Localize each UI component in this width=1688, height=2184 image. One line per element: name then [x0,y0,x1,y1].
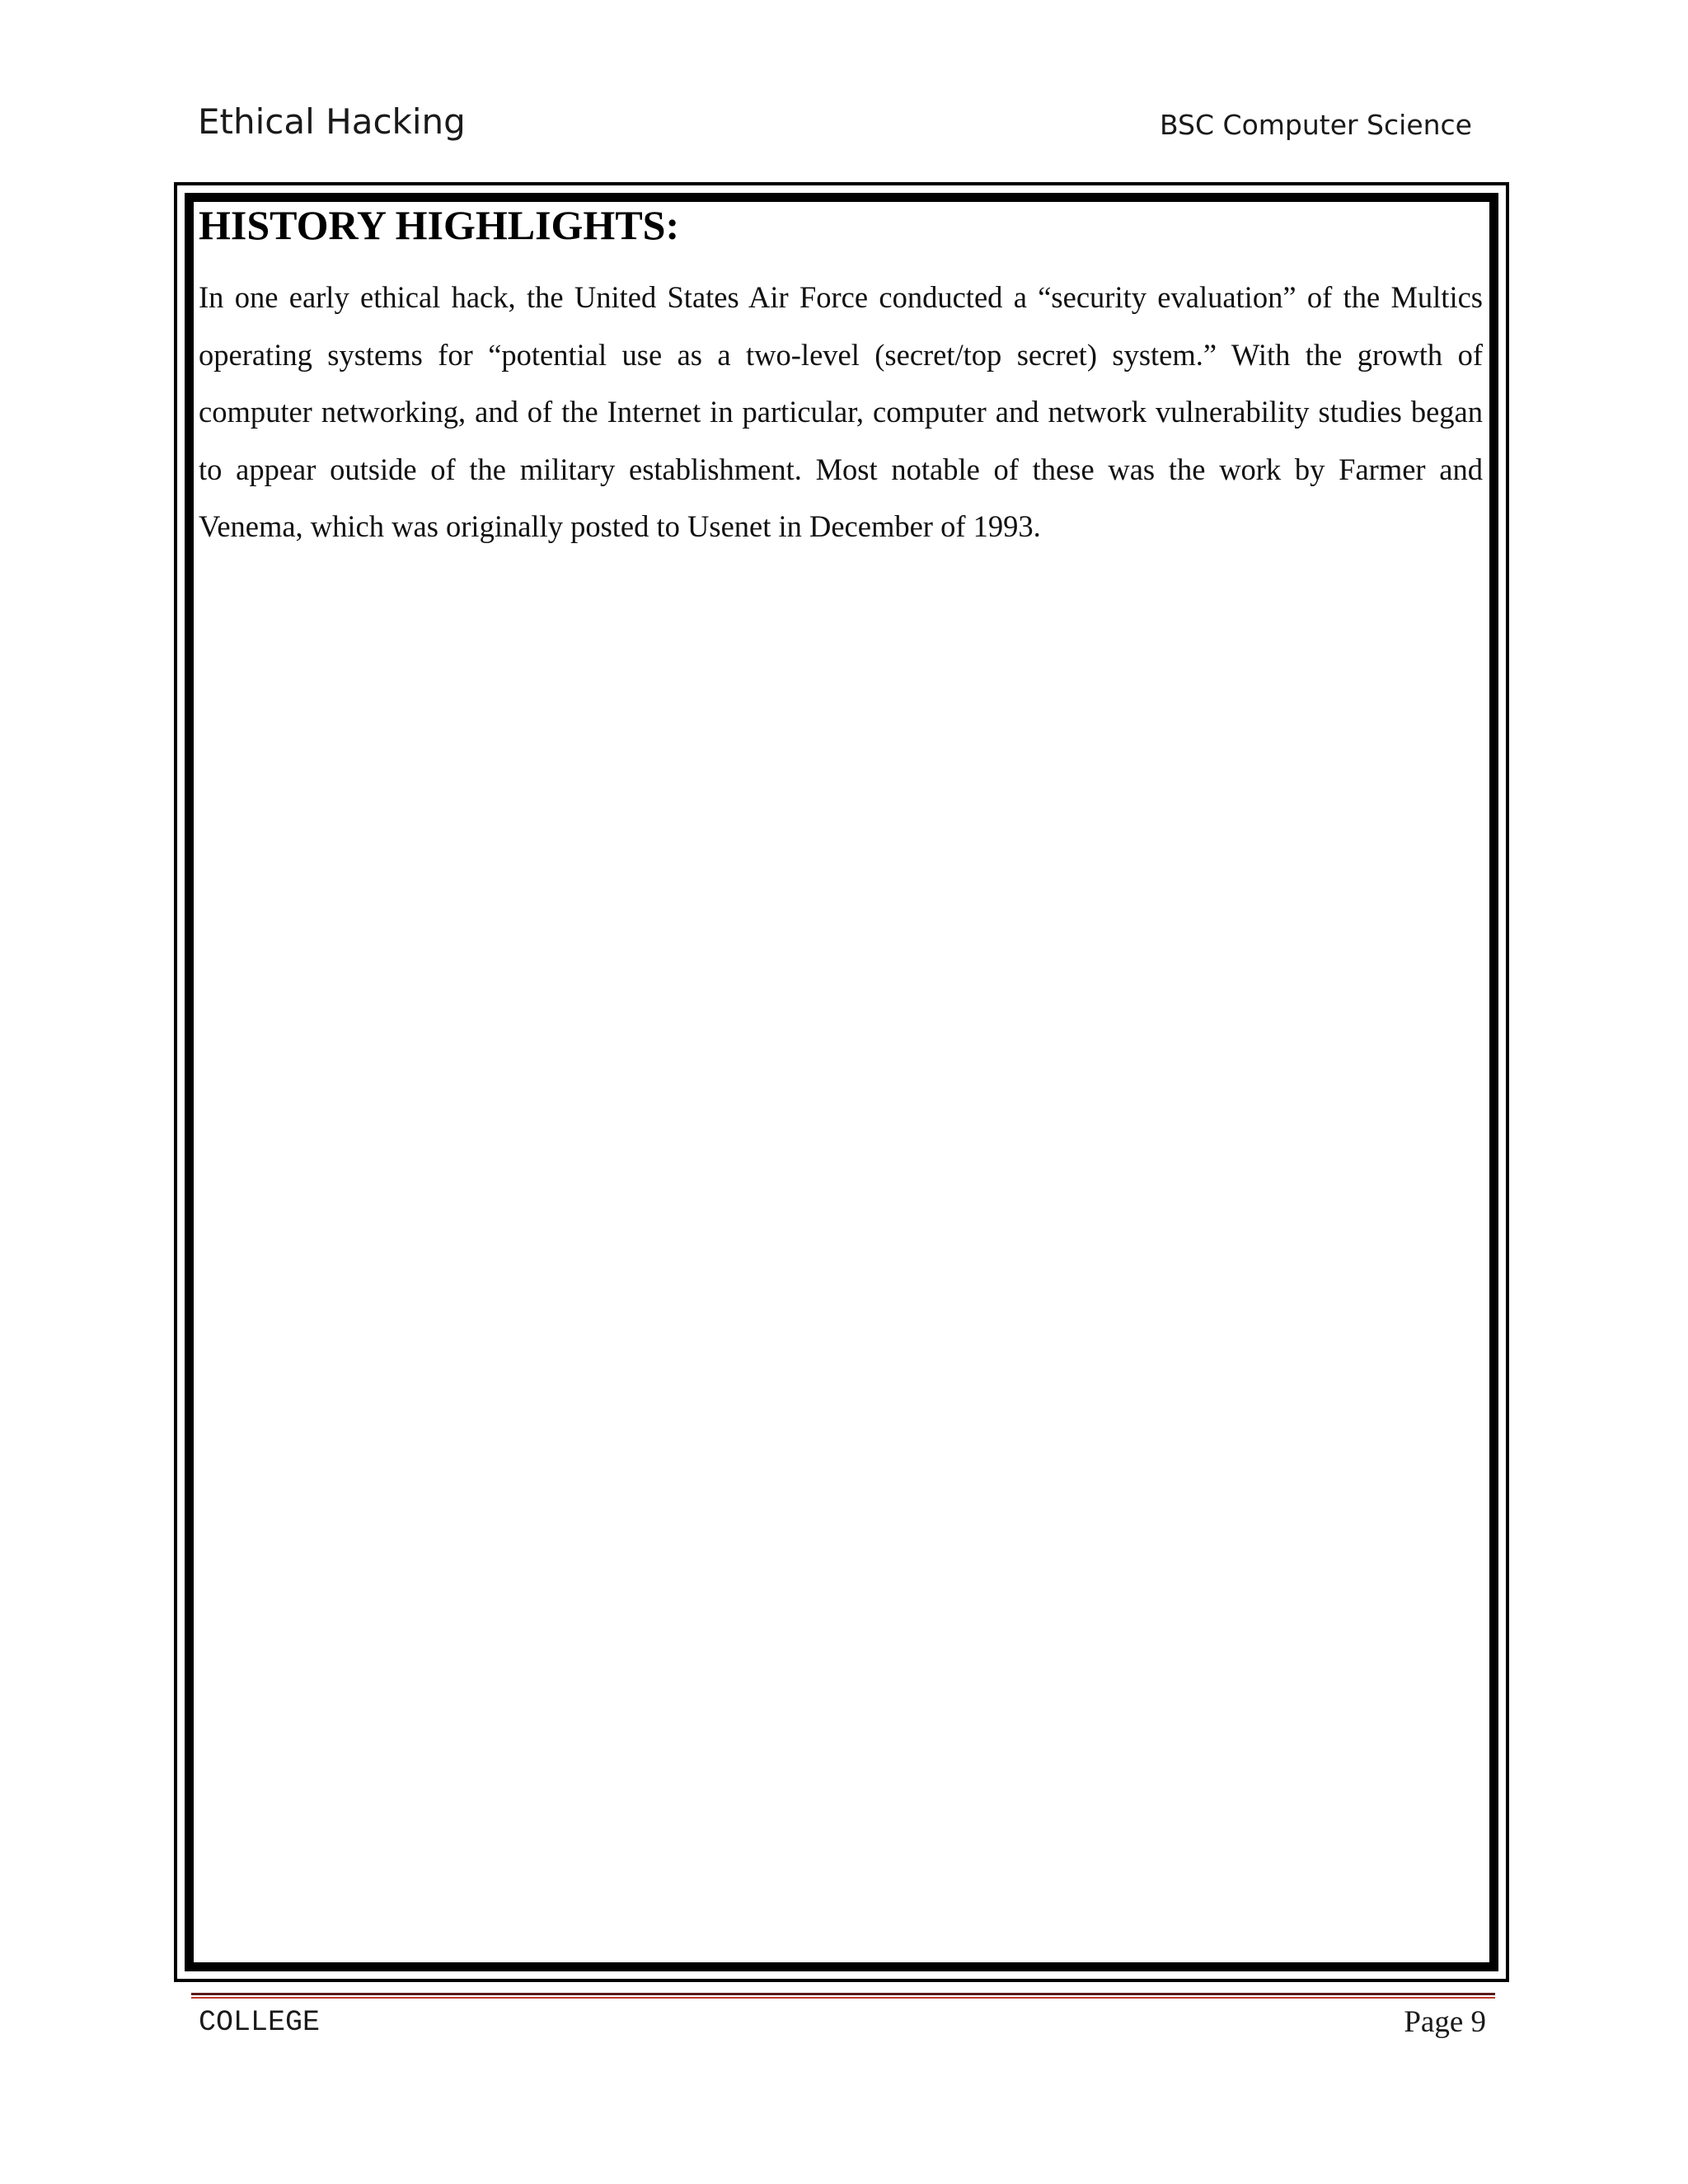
header-course-name: BSC Computer Science [1159,109,1472,141]
header-document-title: Ethical Hacking [198,101,466,142]
section-heading: HISTORY HIGHLIGHTS: [199,202,680,248]
footer-college-label: COLLEGE [199,2006,321,2039]
body-paragraph: In one early ethical hack, the United States Air Force conducted a “security evaluation” of the Multics operating systems for “potential use as a two-level (secret/top secret) system.” With the growth of computer networking, and of the Internet in particular, computer and network vulnerability studies began to appear outside of the military establishment. Most notable of these was the work by Farmer and Venema, which was originally posted to Usenet in December of 1993. [199,280,1483,543]
page-content [199,196,1483,555]
footer-divider [191,1993,1495,1995]
footer-divider-accent [191,1997,1495,1999]
page-number: Page 9 [1404,2005,1486,2039]
